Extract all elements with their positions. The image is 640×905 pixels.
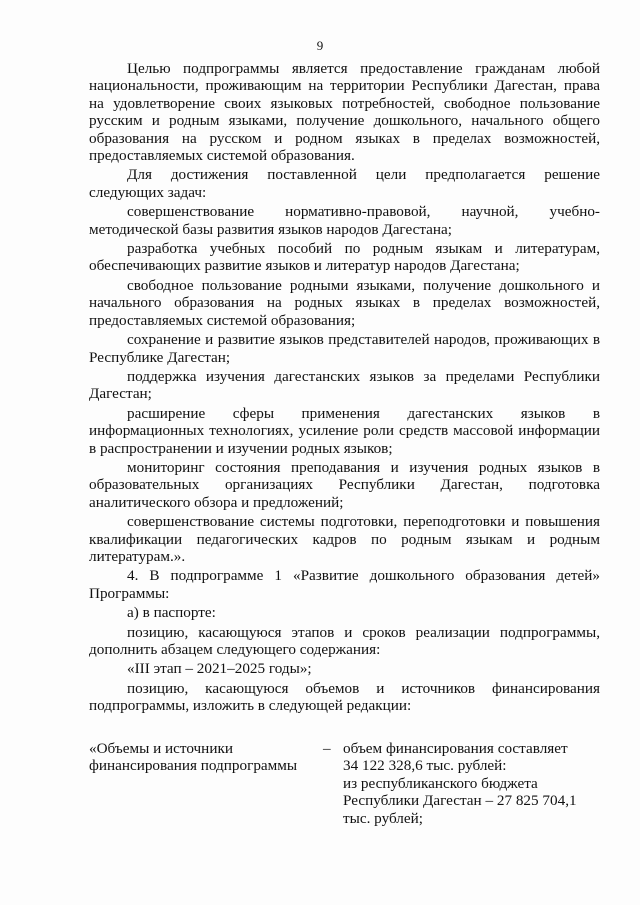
paragraph-stage-3: «III этап – 2021–2025 годы»;	[127, 660, 312, 678]
paragraph-tasks-intro: Для достижения поставленной цели предполагается решение следующих задач:	[89, 166, 600, 201]
paragraph-task-8: совершенствование системы подготовки, переподготовки и повышения квалификации педагогических кадров по родным языкам и родным литературам.».	[89, 513, 600, 565]
paragraph-task-4: сохранение и развитие языков представителей народов, проживающих в Республике Дагестан;	[89, 331, 600, 366]
funding-line: из республиканского бюджета	[343, 774, 538, 792]
paragraph-funding-position: позицию, касающуюся объемов и источников финансирования подпрограммы, изложить в следующей редакции:	[89, 679, 600, 715]
paragraph-task-1: совершенствование нормативно-правовой, научной, учебно-методической базы развития языков народов Дагестана;	[89, 203, 600, 238]
funding-line: 34 122 328,6 тыс. рублей:	[343, 757, 507, 775]
funding-line: объем финансирования составляет	[343, 740, 568, 757]
paragraph-task-5: поддержка изучения дагестанских языков за пределами Республики Дагестан;	[89, 367, 600, 403]
passport-dash: –	[323, 740, 331, 757]
paragraph-task-7: мониторинг состояния преподавания и изучения родных языков в образовательных организациях Республики Дагестан, подготовка аналитического обзора и предложений;	[89, 458, 600, 511]
paragraph-item-4: 4. В подпрограмме 1 «Развитие дошкольного образования детей» Программы:	[89, 567, 600, 602]
paragraph-task-3: свободное пользование родными языками, получение дошкольного и начального образования на родных языках в пределах возможностей, предоставляемых системой образования;	[89, 276, 600, 329]
paragraph-goal: Целью подпрограммы является предоставление гражданам любой национальности, проживающим на территории Республики Дагестан, права на удовлетворение своих языковых потребностей, свободное пользование русским и родным языками, получение дошкольного, начального общего образования на русском и родном языках в пределах возможностей, предоставляемых системой образования.	[89, 60, 600, 165]
document-body	[89, 60, 600, 717]
paragraph-passport: а) в паспорте:	[127, 604, 216, 622]
funding-line: тыс. рублей;	[343, 809, 423, 827]
page-number: 9	[316, 38, 324, 53]
passport-funding-label: «Объемы и источники финансирования подпрограммы	[89, 740, 298, 775]
paragraph-stages-position: позицию, касающуюся этапов и сроков реализации подпрограммы, дополнить абзацем следующего содержания:	[89, 623, 600, 658]
paragraph-task-6: расширение сферы применения дагестанских языков в информационных технологиях, усиление роли средств массовой информации в распространении и изучении родных языков;	[89, 404, 600, 457]
funding-line: Республики Дагестан – 27 825 704,1	[343, 792, 577, 810]
paragraph-task-2: разработка учебных пособий по родным языкам и литературам, обеспечивающих развитие языков и литератур народов Дагестана;	[89, 240, 600, 275]
passport-funding-value	[343, 740, 613, 827]
